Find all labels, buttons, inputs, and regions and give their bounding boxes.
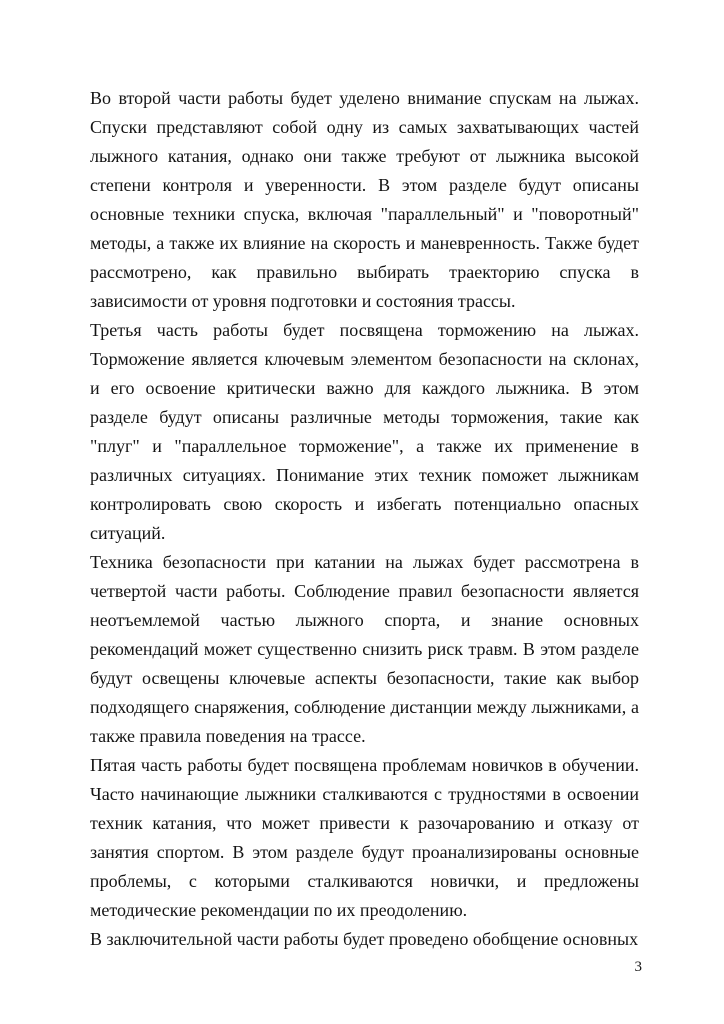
page-number: 3 <box>634 959 642 975</box>
paragraph-braking: Третья часть работы будет посвящена торможению на лыжах. Торможение является ключевым элементом безопасности на склонах, и его освоение критически важно для каждого лыжника. В этом разделе будут описаны различные методы торможения, такие как "плуг" и "параллельное торможение", а также их применение в различных ситуациях. Понимание этих техник поможет лыжникам контролировать свою скорость и избегать потенциально опасных ситуаций. <box>90 320 639 543</box>
paragraph-descents: Во второй части работы будет уделено внимание спускам на лыжах. Спуски представляют собой одну из самых захватывающих частей лыжного катания, однако они также требуют от лыжника высокой степени контроля и уверенности. В этом разделе будут описаны основные техники спуска, включая "параллельный" и "поворотный" методы, а также их влияние на скорость и маневренность. Также будет рассмотрено, как правильно выбирать траекторию спуска в зависимости от уровня подготовки и состояния трассы. <box>90 88 639 311</box>
paragraph-beginners: Пятая часть работы будет посвящена проблемам новичков в обучении. Часто начинающие лыжники сталкиваются с трудностями в освоении техник катания, что может привести к разочарованию и отказу от занятия спортом. В этом разделе будут проанализированы основные проблемы, с которыми сталкиваются новички, и предложены методические рекомендации по их преодолению. <box>90 755 639 920</box>
paragraph-conclusion: В заключительной части работы будет проведено обобщение основных <box>90 929 639 949</box>
body-text <box>90 84 639 954</box>
paragraph-safety: Техника безопасности при катании на лыжах будет рассмотрена в четвертой части работы. Соблюдение правил безопасности является неотъемлемой частью лыжного спорта, и знание основных рекомендаций может существенно снизить риск травм. В этом разделе будут освещены ключевые аспекты безопасности, такие как выбор подходящего снаряжения, соблюдение дистанции между лыжниками, а также правила поведения на трассе. <box>90 552 639 746</box>
